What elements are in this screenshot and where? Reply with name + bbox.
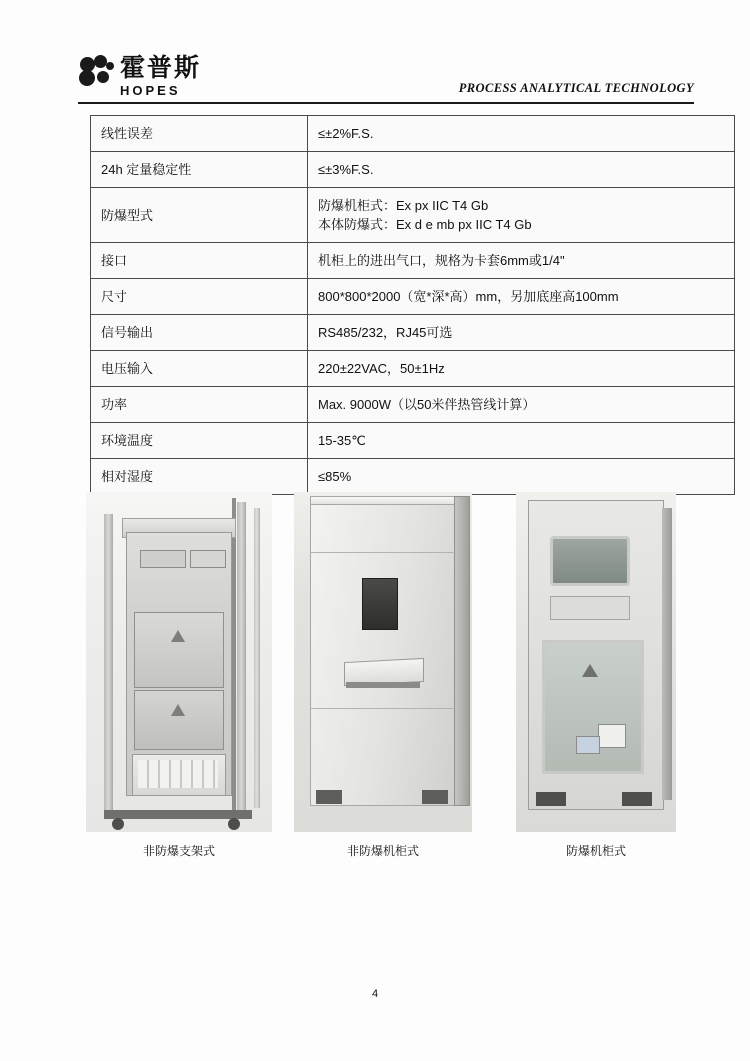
figure-explosion-proof-cabinet	[516, 492, 676, 859]
spec-value-line: 防爆机柜式：Ex px IIC T4 Gb	[318, 198, 489, 213]
figure-caption: 防爆机柜式	[565, 844, 626, 858]
spec-value-cell	[308, 315, 735, 351]
spec-label-cell: 信号输出	[91, 315, 308, 351]
spec-value-line: ≤85%	[318, 469, 352, 484]
spec-value-cell	[308, 243, 735, 279]
spec-value-cell	[308, 351, 735, 387]
header-tagline: PROCESS ANALYTICAL TECHNOLOGY	[458, 81, 694, 95]
spec-value-line: 机柜上的进出气口，规格为卡套6mm或1/4"	[318, 253, 565, 268]
logo-chinese-name: 霍普斯	[120, 55, 202, 82]
table-row	[91, 459, 735, 495]
spec-label-cell: 防爆型式	[91, 188, 308, 243]
photo-explosion-proof-cabinet	[516, 492, 676, 832]
figure-caption: 非防爆机柜式	[346, 844, 419, 858]
table-row	[91, 387, 735, 423]
grapes-logo-icon	[78, 55, 116, 89]
spec-value-cell	[308, 423, 735, 459]
spec-value-cell	[308, 279, 735, 315]
spec-label-cell: 环境温度	[91, 423, 308, 459]
spec-label-cell: 电压输入	[91, 351, 308, 387]
spec-value-cell	[308, 188, 735, 243]
spec-value-line: ≤±2%F.S.	[318, 126, 374, 141]
spec-value-line: 15-35℃	[318, 433, 366, 448]
spec-value-cell	[308, 459, 735, 495]
table-row	[91, 188, 735, 243]
table-row	[91, 423, 735, 459]
spec-value-cell	[308, 387, 735, 423]
page-header	[78, 55, 694, 103]
page-number: 4	[371, 988, 379, 1000]
photo-non-explosion-proof-cabinet	[294, 492, 472, 832]
spec-value-line: Max. 9000W（以50米伴热管线计算）	[318, 397, 536, 412]
spec-label-cell: 功率	[91, 387, 308, 423]
table-row	[91, 116, 735, 152]
spec-label-cell: 尺寸	[91, 279, 308, 315]
table-row	[91, 279, 735, 315]
spec-label-cell: 相对湿度	[91, 459, 308, 495]
figure-non-explosion-proof-rack	[86, 492, 272, 859]
spec-value-cell	[308, 152, 735, 188]
spec-value-line: 220±22VAC，50±1Hz	[318, 361, 445, 376]
table-row	[91, 315, 735, 351]
table-row	[91, 243, 735, 279]
spec-value-line: 800*800*2000（宽*深*高）mm，另加底座高100mm	[318, 289, 619, 304]
header-divider	[78, 102, 694, 104]
spec-label-cell: 线性误差	[91, 116, 308, 152]
spec-label-cell: 接口	[91, 243, 308, 279]
product-figures	[78, 492, 694, 882]
specification-table	[90, 115, 735, 495]
specification-table-body	[91, 116, 735, 495]
table-row	[91, 152, 735, 188]
photo-non-explosion-proof-rack	[86, 492, 272, 832]
table-row	[91, 351, 735, 387]
spec-label-cell: 24h 定量稳定性	[91, 152, 308, 188]
spec-value-line: ≤±3%F.S.	[318, 162, 374, 177]
figure-caption: 非防爆支架式	[142, 844, 215, 858]
spec-value-line: 本体防爆式：Ex d e mb px IIC T4 Gb	[318, 217, 532, 232]
company-logo	[78, 55, 201, 98]
spec-value-line: RS485/232，RJ45可选	[318, 325, 453, 340]
figure-non-explosion-proof-cabinet	[294, 492, 472, 859]
spec-value-cell	[308, 116, 735, 152]
logo-english-name: HOPES	[120, 83, 181, 98]
